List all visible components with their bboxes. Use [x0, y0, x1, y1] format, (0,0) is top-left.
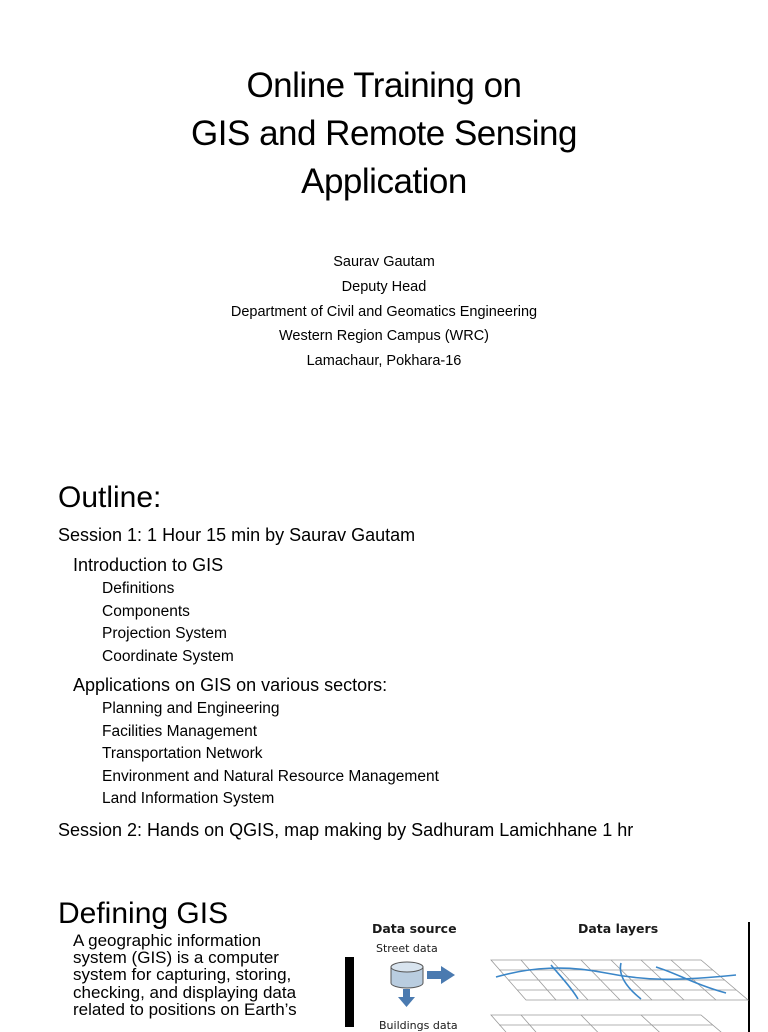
arrow-down-icon [398, 989, 415, 1007]
definition-line: system for capturing, storing, [73, 965, 292, 985]
definition-line: A geographic information [73, 931, 262, 950]
gis-layers-figure [356, 915, 748, 1032]
outline-slide [0, 458, 768, 858]
application-item: Transportation Network [102, 745, 263, 762]
definition-line: related to positions on Earth’s [73, 999, 297, 1019]
buildings-layer-grid [491, 1015, 748, 1032]
application-item: Planning and Engineering [102, 700, 280, 717]
author-address: Lamachaur, Pokhara-16 [306, 353, 462, 370]
figure-right-border [748, 922, 750, 1032]
outline-heading: Outline: [58, 481, 162, 514]
author-name: Saurav Gautam [333, 254, 435, 270]
author-campus: Western Region Campus (WRC) [278, 328, 490, 345]
buildings-data-label: Buildings data [379, 1019, 458, 1032]
intro-item: Definitions [102, 580, 175, 597]
definition-line: system (GIS) is a computer [73, 948, 279, 968]
session-2-heading: Session 2: Hands on QGIS, map making by Sadhuram Lamichhane 1 hr [58, 819, 634, 840]
definition-line: checking, and displaying data [73, 982, 297, 1002]
title-line: Application [301, 162, 467, 201]
application-item: Environment and Natural Resource Management [102, 767, 439, 785]
title-slide [0, 0, 768, 440]
database-icon [391, 962, 423, 988]
author-department: Department of Civil and Geomatics Engineering [230, 303, 538, 320]
intro-item: Components [102, 602, 190, 620]
intro-item: Projection System [102, 625, 227, 642]
street-data-label: Street data [376, 942, 438, 955]
intro-item: Coordinate System [102, 647, 234, 665]
arrow-right-icon [427, 966, 455, 984]
applications-heading: Applications on GIS on various sectors: [73, 675, 388, 695]
title-line: GIS and Remote Sensing [191, 114, 577, 153]
defining-gis-heading: Defining GIS [58, 897, 229, 930]
street-layer-grid [491, 960, 748, 1000]
title-line: Online Training on [246, 66, 522, 105]
data-layers-label: Data layers [578, 921, 659, 936]
intro-heading: Introduction to GIS [73, 555, 224, 575]
application-item: Land Information System [102, 790, 275, 807]
author-info [0, 250, 768, 374]
figure-left-border [345, 957, 354, 1027]
outline-list [58, 522, 758, 843]
street-lines [496, 963, 736, 999]
application-item: Facilities Management [102, 722, 258, 740]
author-position: Deputy Head [341, 278, 427, 295]
defining-gis-slide [0, 880, 768, 1032]
presentation-title [0, 62, 768, 206]
data-source-label: Data source [372, 921, 457, 936]
session-1-heading: Session 1: 1 Hour 15 min by Saurav Gautam [58, 525, 416, 545]
layers-diagram [356, 915, 748, 1027]
gis-definition-text [73, 932, 343, 1018]
